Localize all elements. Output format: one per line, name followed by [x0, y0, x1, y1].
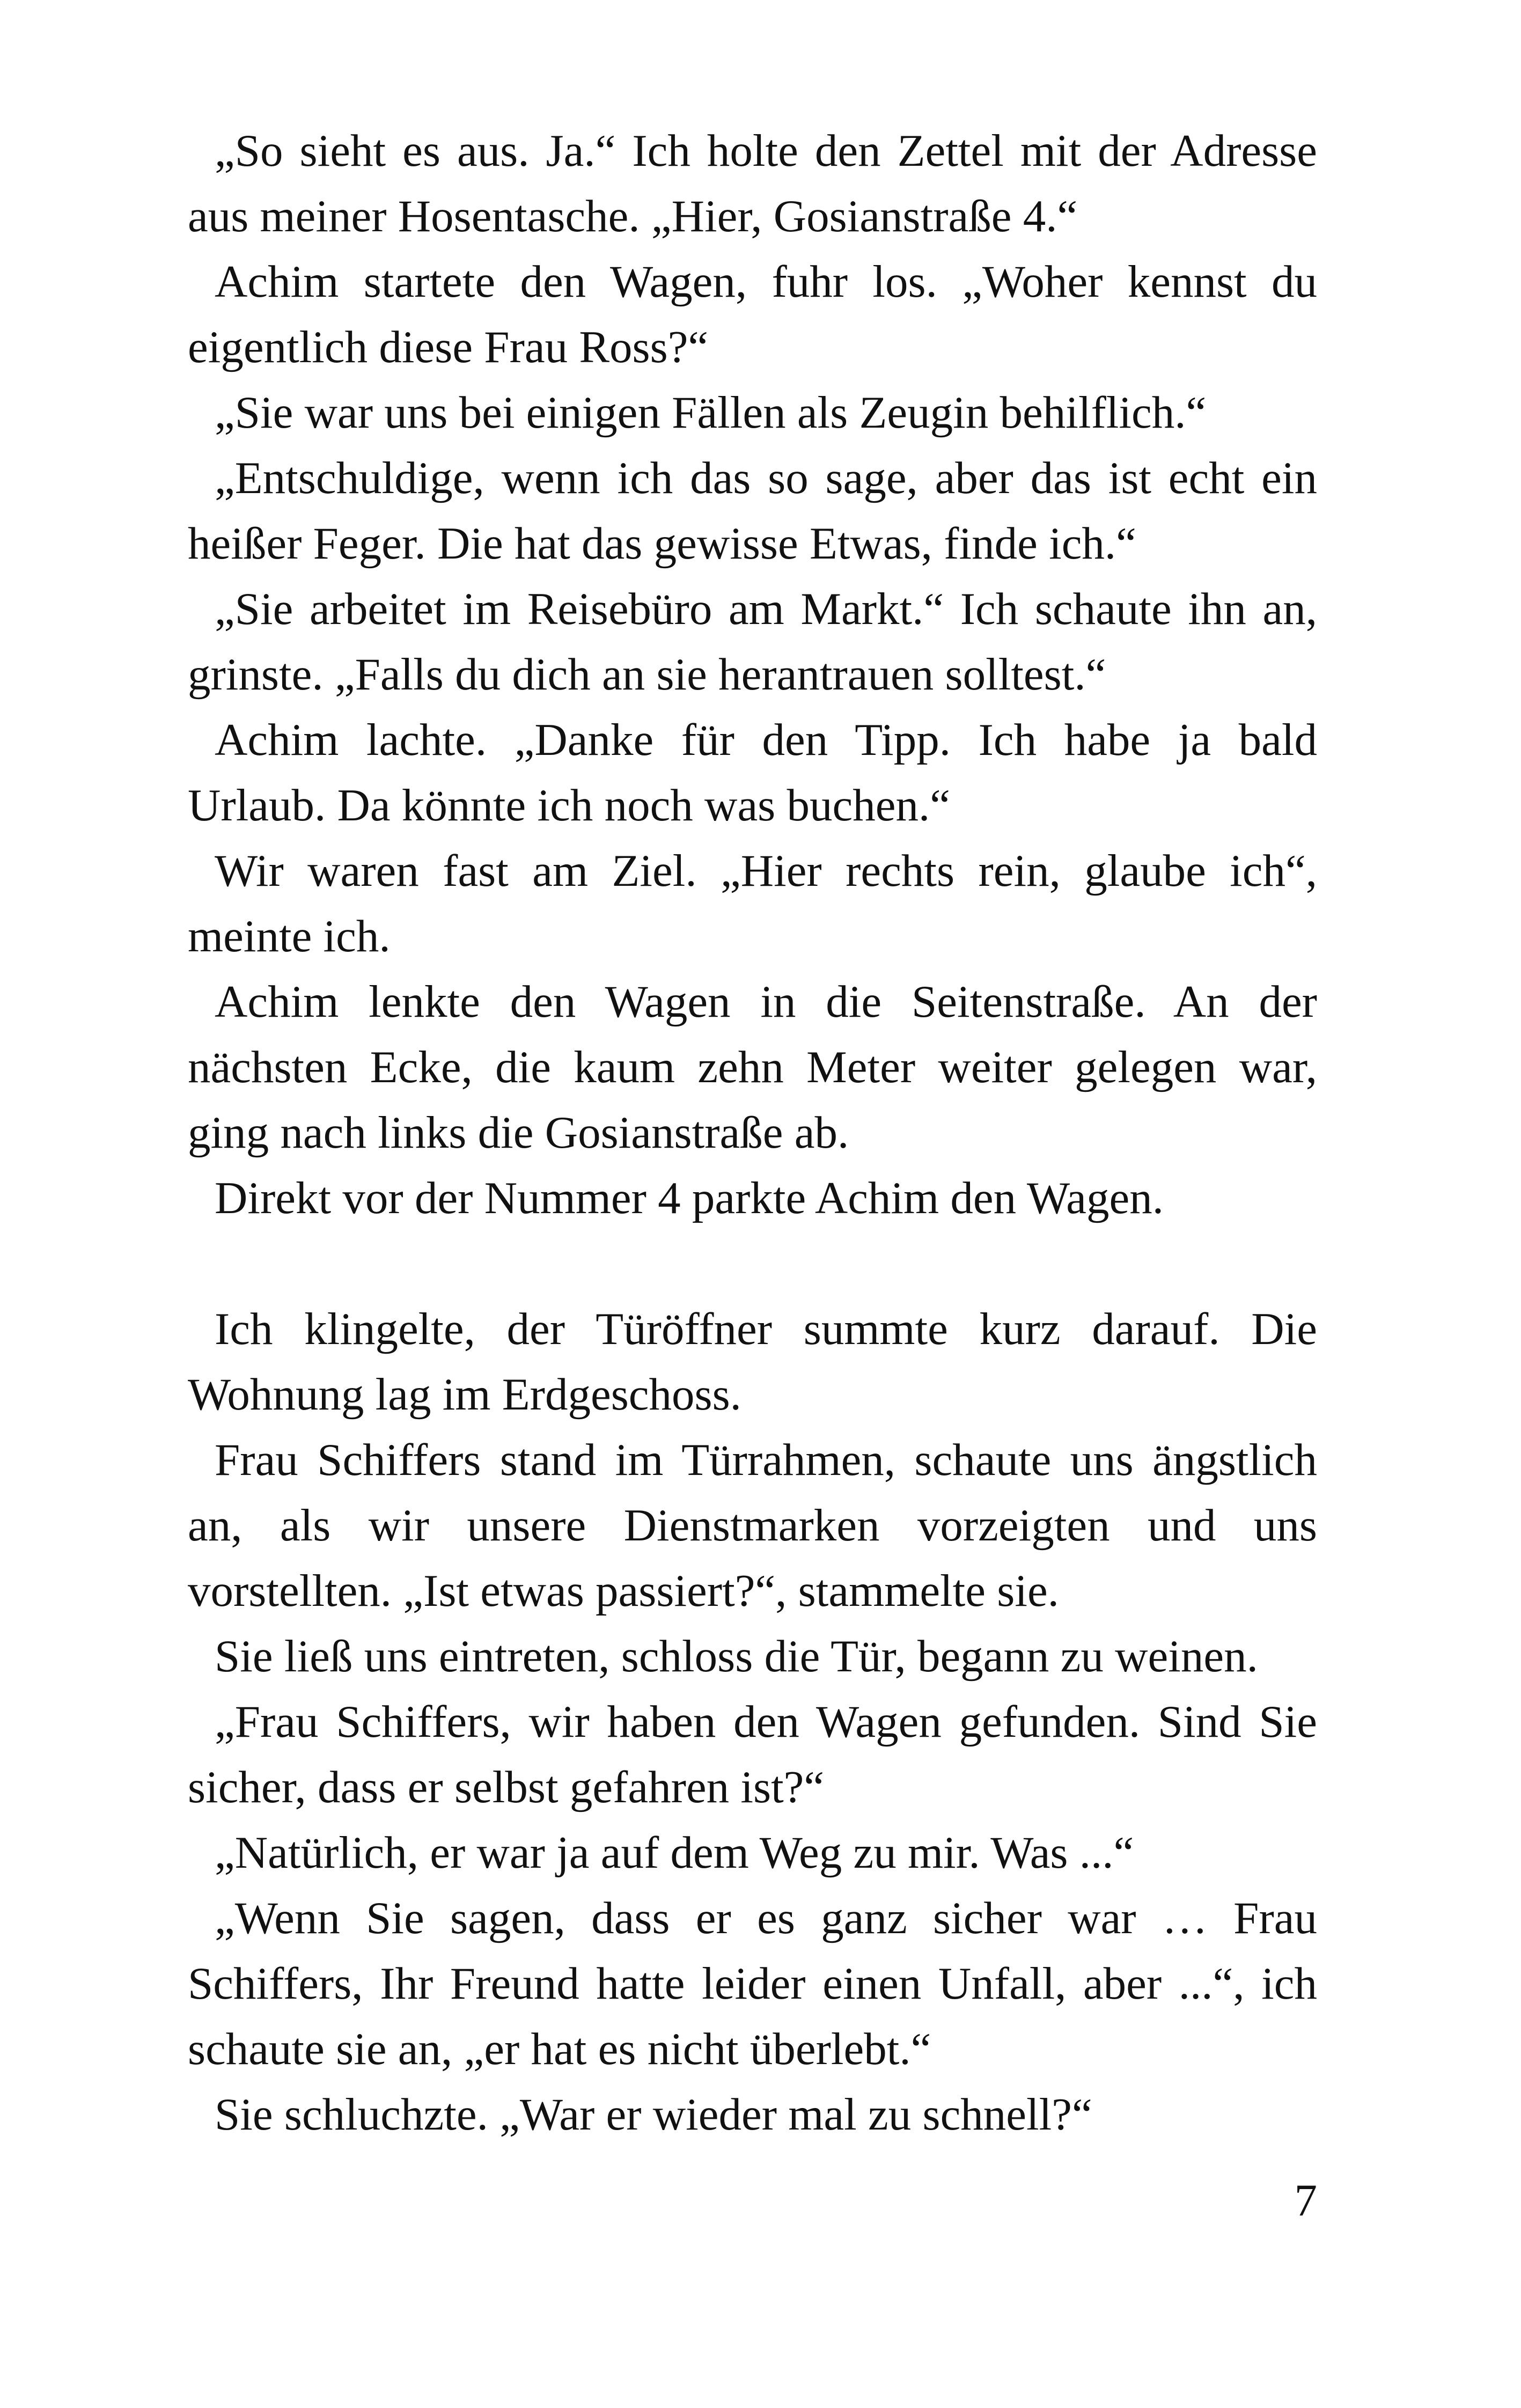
paragraph: Frau Schiffers stand im Türrahmen, schaute uns ängstlich an, als wir unsere Dienstmarken vorzeigten und uns vorstellten. „Ist etwas passiert?“, stammelte sie.: [188, 1435, 1317, 1616]
page-number: 7: [1294, 2175, 1317, 2226]
paragraph: Direkt vor der Nummer 4 parkte Achim den Wagen.: [215, 1173, 1164, 1223]
paragraph: „So sieht es aus. Ja.“ Ich holte den Zettel mit der Adresse aus meiner Hosentasche. „Hier, Gosianstraße 4.“: [188, 126, 1317, 241]
paragraph: Wir waren fast am Ziel. „Hier rechts rein, glaube ich“, meinte ich.: [188, 846, 1317, 961]
paragraph: Achim startete den Wagen, fuhr los. „Woher kennst du eigentlich diese Frau Ross?“: [188, 256, 1317, 372]
section-break: [188, 1231, 1317, 1296]
paragraph: „Frau Schiffers, wir haben den Wagen gefunden. Sind Sie sicher, dass er selbst gefahren ist?“: [188, 1697, 1317, 1812]
paragraph: „Natürlich, er war ja auf dem Weg zu mir. Was ...“: [215, 1827, 1134, 1878]
paragraph: Achim lachte. „Danke für den Tipp. Ich habe ja bald Urlaub. Da könnte ich noch was buchen.“: [188, 715, 1317, 831]
paragraph: Achim lenkte den Wagen in die Seitenstraße. An der nächsten Ecke, die kaum zehn Meter weiter gelegen war, ging nach links die Gosianstraße ab.: [188, 977, 1317, 1158]
paragraph: „Entschuldige, wenn ich das so sage, aber das ist echt ein heißer Feger. Die hat das gewisse Etwas, finde ich.“: [188, 453, 1317, 569]
paragraph: „Sie war uns bei einigen Fällen als Zeugin behilflich.“: [215, 387, 1207, 438]
paragraph: Sie schluchzte. „War er wieder mal zu schnell?“: [215, 2089, 1092, 2140]
body-text: [188, 118, 1317, 2147]
paragraph: Ich klingelte, der Türöffner summte kurz darauf. Die Wohnung lag im Erdgeschoss.: [188, 1304, 1317, 1420]
paragraph: Sie ließ uns eintreten, schloss die Tür, begann zu weinen.: [215, 1631, 1258, 1682]
paragraph: „Sie arbeitet im Reisebüro am Markt.“ Ich schaute ihn an, grinste. „Falls du dich an sie herantrauen solltest.“: [188, 584, 1317, 700]
paragraph: „Wenn Sie sagen, dass er es ganz sicher war … Frau Schiffers, Ihr Freund hatte leider einen Unfall, aber ...“, ich schaute sie an, „er hat es nicht überlebt.“: [188, 1893, 1317, 2074]
